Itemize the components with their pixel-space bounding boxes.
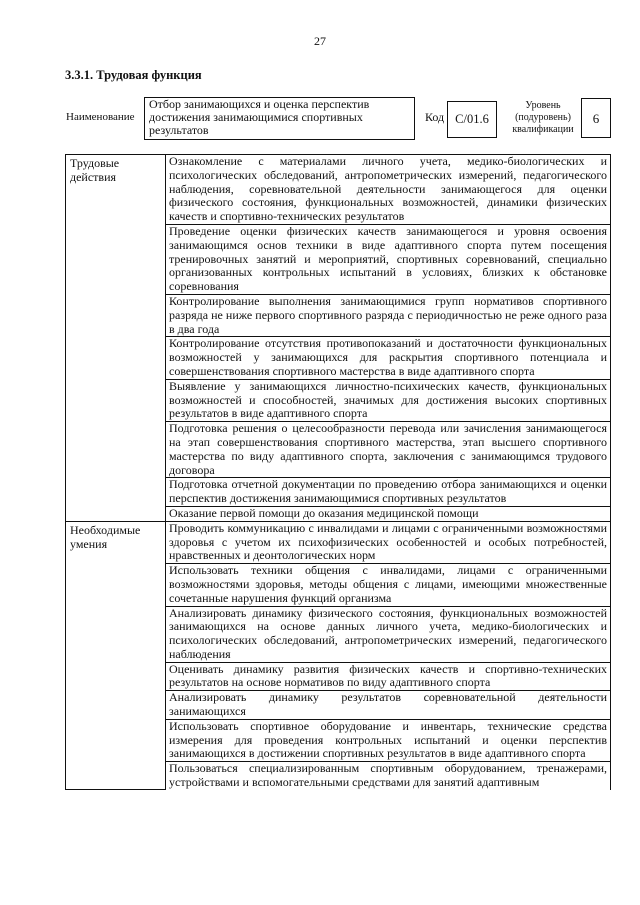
table-cell: Проведение оценки физических качеств занимающегося и уровня освоения занимающимся основ техники в виде адаптивного спорта путем посещения тренировочных занятий и мероприятий, спортивных соревнований, специально организованных контрольных испытаний в условиях, близких к обстановке соревнования: [166, 224, 611, 294]
table-cell: Контролирование отсутствия противопоказаний и достаточности функциональных возможностей у занимающихся для раскрытия спортивного потенциала и совершенствования спортивного мастерства в виде адаптивного спорта: [166, 337, 611, 379]
level-box: [581, 98, 611, 138]
section-title: 3.3.1. Трудовая функция: [65, 68, 202, 82]
table-cell: Проводить коммуникацию с инвалидами и лицами с ограниченными возможностями здоровья с учетом их психофизических особенностей и особых потребностей, нравственных и деонтологических норм: [166, 521, 611, 563]
labor-actions-label: Трудовые действия: [66, 155, 166, 522]
labor-function-table: [65, 154, 611, 790]
level-value: 6: [592, 110, 600, 126]
code-label: Код: [425, 110, 445, 124]
code-box: [447, 101, 497, 138]
table-row: [66, 155, 611, 225]
table-cell: Оценивать динамику развития физических качеств и спортивно-технических результатов на основе нормативов по виду адаптивного спорта: [166, 662, 611, 691]
table-cell: Подготовка отчетной документации по проведению отбора занимающихся и оценки перспектив достижения занимающимися спортивных результатов: [166, 478, 611, 507]
level-label: Уровень (подуровень) квалификации: [512, 100, 574, 135]
table-cell: Оказание первой помощи до оказания медицинской помощи: [166, 506, 611, 521]
table-cell: Выявление у занимающихся личностно-психических качеств, функциональных возможностей и способностей, значимых для достижения высоких спортивных результатов в виде адаптивного спорта: [166, 379, 611, 421]
table-cell: Использовать спортивное оборудование и инвентарь, технические средства измерения для проведения контрольных испытаний и оценки перспектив занимающихся в достижении спортивных результатов в виде адаптивного спорта: [166, 719, 611, 761]
table-cell: Анализировать динамику физического состояния, функциональных возможностей занимающихся на основе данных личного учета, медико-биологических и психологических обследований, антропометрических измерений, педагогического наблюдения: [166, 606, 611, 662]
function-name-box: [144, 97, 415, 140]
function-name: Отбор занимающихся и оценка перспектив достижения занимающимися спортивных результатов: [149, 97, 370, 137]
table-cell: Ознакомление с материалами личного учета, медико-биологических и психологических обследований, антропометрических измерений, педагогического наблюдения, соревновательной деятельности занимающегося для оценки физического состояния, функциональных возможностей, динамики физических качеств и спортивно-технических результатов: [166, 155, 611, 225]
table-body: [66, 155, 611, 790]
name-label: Наименование: [66, 111, 135, 123]
table-cell: Пользоваться специализированным спортивным оборудованием, тренажерами, устройствами и вспомогательными средствами для занятий адаптивным: [166, 762, 611, 790]
table-row: [66, 521, 611, 563]
table-cell: Использовать техники общения с инвалидами, лицами с ограниченными возможностями здоровья, методы общения с лицами, имеющими множественные сочетанные нарушения функций организма: [166, 564, 611, 606]
table-cell: Анализировать динамику результатов соревновательной деятельности занимающихся: [166, 691, 611, 720]
required-skills-label: Необходимые умения: [66, 521, 166, 790]
page-number: 27: [314, 34, 326, 48]
code-value: С/01.6: [455, 112, 489, 126]
table-cell: Подготовка решения о целесообразности перевода или зачисления занимающегося на этап совершенствования спортивного мастерства, этап высшего спортивного мастерства по виду адаптивного спорта, заключения с занимающимся трудового договора: [166, 422, 611, 478]
table-cell: Контролирование выполнения занимающимися групп нормативов спортивного разряда не ниже первого спортивного разряда с периодичностью не реже одного раза в два года: [166, 294, 611, 336]
